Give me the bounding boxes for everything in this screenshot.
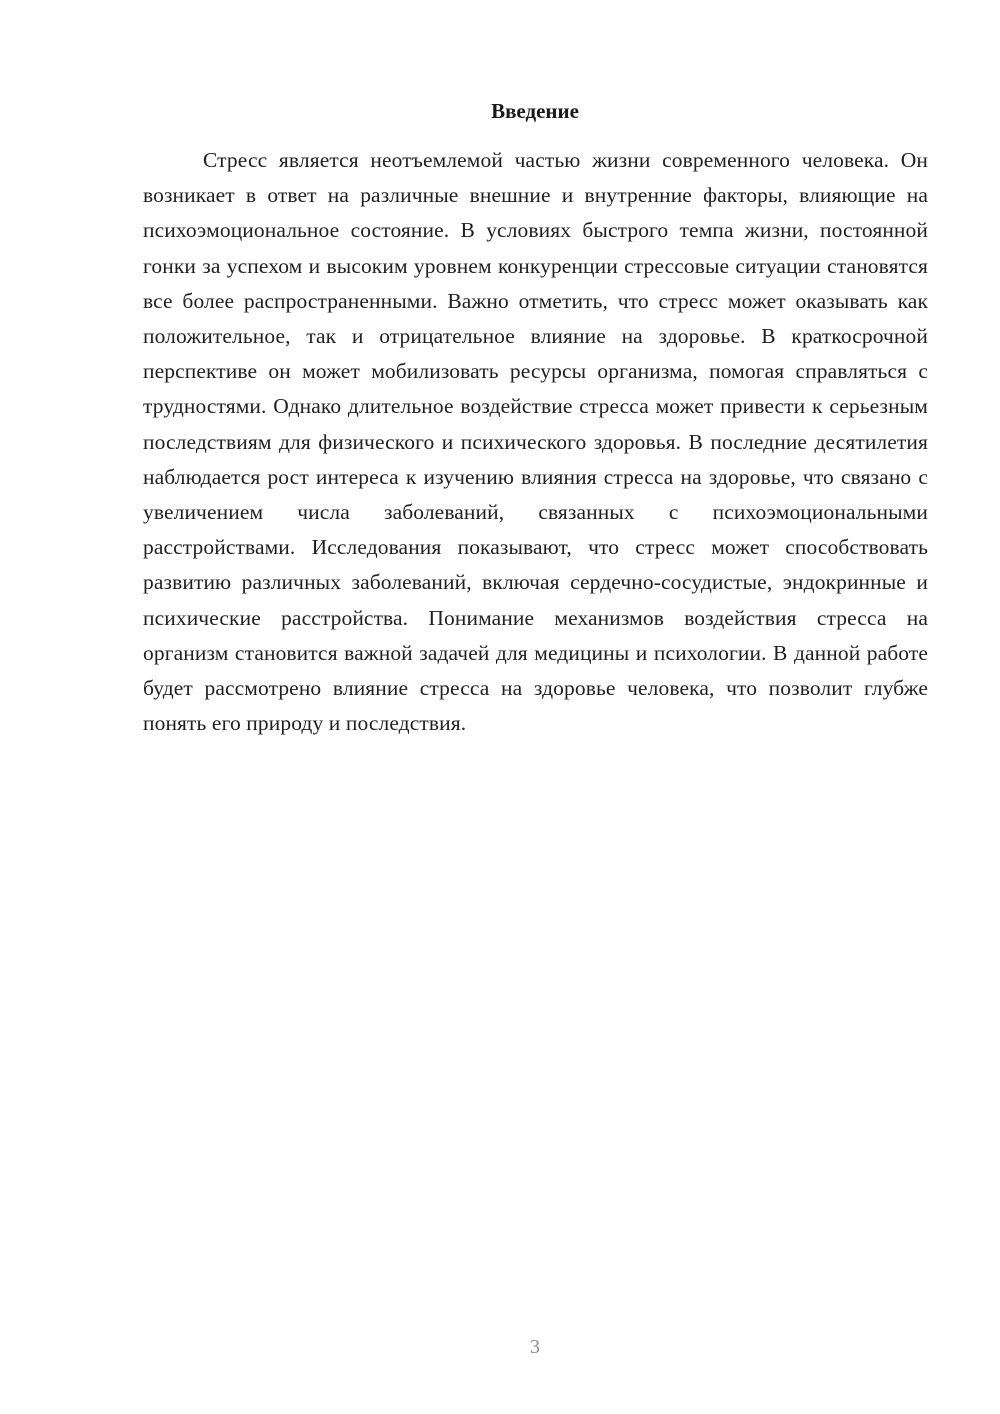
introduction-paragraph: Стресс является неотъемлемой частью жизни современного человека. Он возникает в ответ на различные внешние и внутренние факторы, влияющие на психоэмоциональное состояние. В условиях быстрого темпа жизни, постоянной гонки за успехом и высоким уровнем конкуренции стрессовые ситуации становятся все более распространенными. Важно отметить, что стресс может оказывать как положительное, так и отрицательное влияние на здоровье. В краткосрочной перспективе он может мобилизовать ресурсы организма, помогая справляться с трудностями. Однако длительное воздействие стресса может привести к серьезным последствиям для физического и психического здоровья. В последние десятилетия наблюдается рост интереса к изучению влияния стресса на здоровье, что связано с увеличением числа заболеваний, связанных с психоэмоциональными расстройствами. Исследования показывают, что стресс может способствовать развитию различных заболеваний, включая сердечно-сосудистые, эндокринные и психические расстройства. Понимание механизмов воздействия стресса на организм становится важной задачей для медицины и психологии. В данной работе будет рассмотрено влияние стресса на здоровье человека, что позволит глубже понять его природу и последствия. — [143, 148, 928, 736]
section-heading: Введение — [491, 99, 579, 123]
page-number: 3 — [530, 1336, 540, 1358]
